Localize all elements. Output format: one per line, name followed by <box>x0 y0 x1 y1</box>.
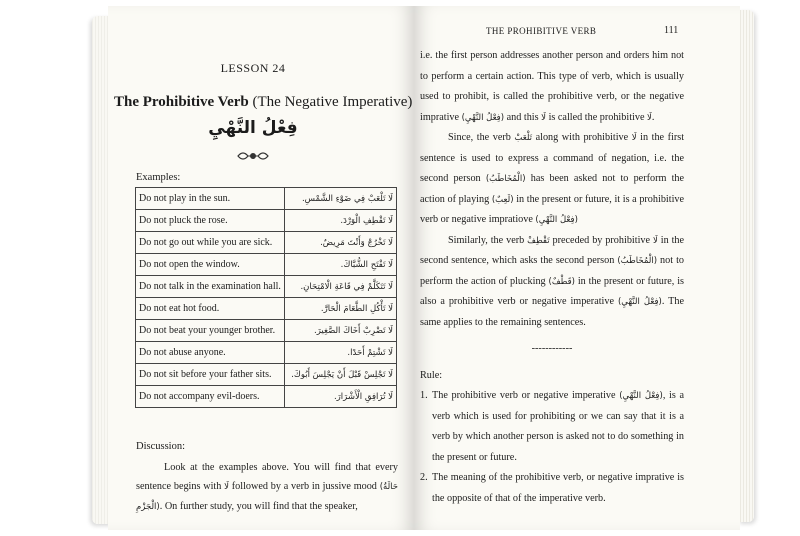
ornament-icon <box>236 149 270 163</box>
example-arabic: لَا تَلْعَبْ فِي ضَوْءِ الشَّمْسِ. <box>284 188 396 210</box>
open-book <box>92 6 754 530</box>
title-arabic: فِعْلُ النَّهْيِ <box>208 118 298 138</box>
right-page-edges <box>738 10 754 522</box>
paragraph-1: i.e. the first person addresses another person and orders him not to perform a certain action. This type of verb, which is usually used to prohibit, is called the prohibitive verb, or the negative imprative (فِعْلُ النَّهْيِ) and this لَا is called the prohibitive لَا. <box>420 50 684 123</box>
example-english: Do not play in the sun. <box>136 188 285 210</box>
example-arabic: لَا تَجْلِسْ قَبْلَ أَنْ يَجْلِسَ أَبُوكَ. <box>284 364 396 386</box>
example-arabic: لَا تَشْتِمْ أَحَدًا. <box>284 342 396 364</box>
rules-list <box>420 386 684 509</box>
table-row <box>136 386 397 408</box>
title-main: The Prohibitive Verb <box>114 94 249 110</box>
table-row <box>136 188 397 210</box>
discussion-label: Discussion: <box>136 441 186 452</box>
paragraph-2: Since, the verb تَلْعَبْ along with prohibitive لَا in the first sentence is used to express a command of negation, i.e. the second person (الْمُخَاطَبُ) has been asked not to perform the action of playing (لَعِبٌ) in the present or future, it is a prohibitive verb or negative impratiove (فِعْلُ النَّهْيِ) <box>420 132 685 225</box>
page-number: 111 <box>664 25 679 36</box>
examples-label: Examples: <box>136 172 181 183</box>
lesson-number: LESSON 24 <box>220 61 286 75</box>
table-row <box>136 298 397 320</box>
rule-item: 2. The meaning of the prohibitive verb, or negative imprative is the opposite of that of the imperative verb. <box>420 472 684 504</box>
example-english: Do not go out while you are sick. <box>136 232 285 254</box>
running-head: THE PROHIBITIVE VERB <box>486 26 597 36</box>
example-arabic: لَا تَتَكَلَّمْ فِي قَاعَةِ الْامْتِحَانِ. <box>284 276 396 298</box>
table-row <box>136 342 397 364</box>
section-divider: ------------ <box>531 343 573 354</box>
lesson-title <box>114 94 413 111</box>
example-english: Do not talk in the examination hall. <box>136 276 285 298</box>
example-english: Do not beat your younger brother. <box>136 320 285 342</box>
example-arabic: لَا تَضْرِبْ أَخَاكَ الصَّغِيرَ. <box>284 320 396 342</box>
example-arabic: لَا تَخْرُجْ وَأَنْتَ مَرِيضٌ. <box>284 232 396 254</box>
title-sub: (The Negative Imperative) <box>252 94 413 110</box>
rule-label: Rule: <box>420 369 443 381</box>
example-english: Do not pluck the rose. <box>136 210 285 232</box>
example-english: Do not abuse anyone. <box>136 342 285 364</box>
right-page-body <box>420 46 684 509</box>
examples-table <box>135 187 397 408</box>
table-row <box>136 276 397 298</box>
example-arabic: لَا تَقْطِفِ الْوَرْدَ. <box>284 210 396 232</box>
table-row <box>136 364 397 386</box>
table-row <box>136 232 397 254</box>
example-arabic: لَا تَفْتَحِ الشُّبَّاكَ. <box>284 254 396 276</box>
rule-item: 1. The prohibitive verb or negative imperative (فِعْلُ النَّهْيِ), is a verb which is used for prohibiting or we can say that it is a verb by which another person is asked not to do something in the present or future. <box>420 390 685 463</box>
example-arabic: لَا تَأْكُلِ الطَّعَامَ الْحَارَّ. <box>284 298 396 320</box>
paragraph-3: Similarly, the verb تَقْطِفْ preceded by prohibitive لَا in the second sentence, which asks the second person (الْمُخَاطَبُ) not to perform the action of plucking (قَطْفٌ) in the present or future, is also a prohibitive verb or negative imperative (فِعْلُ النَّهْيِ). The same applies to the remaining sentences. <box>420 234 685 328</box>
example-english: Do not sit before your father sits. <box>136 364 285 386</box>
right-page <box>414 6 740 530</box>
left-page <box>108 6 414 530</box>
table-row <box>136 254 397 276</box>
discussion-text: Look at the examples above. You will find that every sentence begins with لَا followed by a verb in jussive mood (حَالَةُ الْجَزْمِ). On further study, you will find that the speaker, <box>136 462 399 512</box>
table-row <box>136 320 397 342</box>
table-row <box>136 210 397 232</box>
example-english: Do not accompany evil-doers. <box>136 386 285 408</box>
example-arabic: لَا تُرَافِقِ الْأَشْرَارَ. <box>284 386 396 408</box>
example-english: Do not eat hot food. <box>136 298 285 320</box>
example-english: Do not open the window. <box>136 254 285 276</box>
